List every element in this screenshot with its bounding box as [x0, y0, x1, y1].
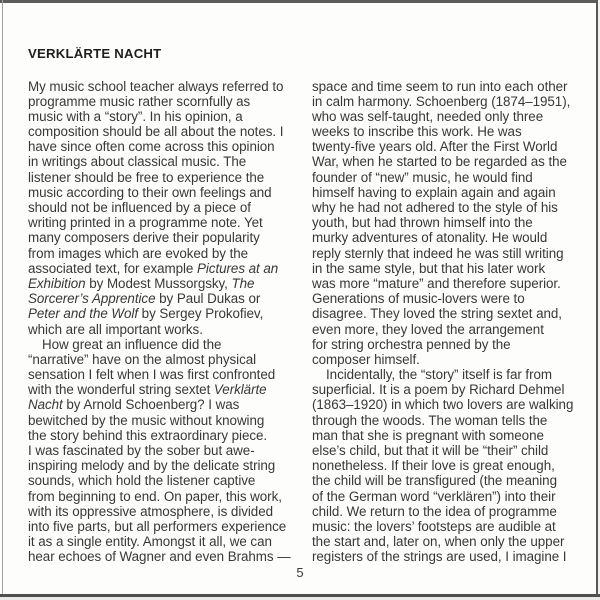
text-line: with the wonderful string sextet Verklärte	[28, 382, 267, 398]
text-line: superficial. It is a poem by Richard Dehmel	[312, 382, 565, 398]
text-line: music according to their own feelings and	[28, 184, 272, 200]
text-column-left	[28, 79, 310, 565]
text-line: else’s child, but that it will be “their” child	[312, 443, 549, 458]
text-line: in calm harmony. Schoenberg (1874–1951),	[312, 93, 571, 109]
text-line: disagree. They loved the string sextet and,	[312, 306, 562, 322]
text-line: How great an influence did the	[42, 336, 222, 352]
text-line: which are all important works.	[28, 321, 203, 337]
text-line: the start and, later on, when only the upper	[312, 534, 565, 550]
text-line: the child will be transfigured (the meaning	[312, 473, 557, 489]
text-line: should not be influenced by a piece of	[28, 200, 251, 215]
text-line: founder of “new” music, he would find	[312, 169, 533, 185]
page-edge-top	[0, 0, 600, 3]
text-line: twenty-five years old. After the First World	[312, 139, 558, 155]
text-line: who was self-taught, needed only three	[312, 108, 544, 124]
text-line: murky adventures of atonality. He would	[312, 230, 548, 246]
text-line: in the same style, but that his later work	[312, 260, 546, 276]
text-line: sensation I felt when I was first confronted	[28, 367, 276, 383]
text-line: many composers derive their popularity	[28, 230, 260, 246]
text-line: space and time seem to run into each other	[312, 78, 568, 94]
text-line: hear echoes of Wagner and even Brahms —	[28, 549, 291, 565]
text-line: registers of the strings are used, I imagine I	[312, 549, 567, 565]
page-edge-bottom	[0, 594, 600, 597]
text-line: Sorcerer’s Apprentice by Paul Dukas or	[28, 291, 261, 307]
text-line: for string orchestra penned by the	[312, 336, 511, 352]
text-line: programme music rather scornfully as	[28, 93, 251, 109]
text-line: weeks to inscribe this work. He was	[312, 124, 522, 140]
text-line: from beginning to end. On paper, this work,	[28, 488, 282, 504]
text-line: reply sternly that indeed he was still writing	[312, 245, 564, 261]
text-line: Peter and the Wolf by Sergey Prokofiev,	[28, 306, 264, 322]
text-line: in writings about classical music. The	[28, 154, 247, 170]
page-edge-left	[2, 0, 4, 600]
text-line: the story behind this extraordinary piece.	[28, 427, 268, 443]
text-line: composer himself.	[312, 351, 420, 367]
text-line: composition should be all about the notes. I	[28, 124, 284, 140]
text-line: have since often come across this opinion	[28, 139, 275, 155]
text-line: nonetheless. If their love is great enough,	[312, 458, 555, 474]
text-line: (1863–1920) in which two lovers are walking	[312, 397, 574, 413]
page-number: 5	[296, 564, 304, 580]
text-line: War, when he started to be regarded as the	[312, 154, 567, 170]
text-line: Incidentally, the “story” itself is far from	[326, 367, 553, 383]
text-line: with its oppressive atmosphere, is divided	[28, 503, 273, 519]
text-line: sounds, which hold the listener captive	[28, 473, 256, 489]
page-title: VERKLÄRTE NACHT	[28, 46, 162, 61]
text-line: music: the lovers’ footsteps are audible at	[312, 518, 556, 534]
text-line: himself having to explain again and again	[312, 184, 556, 200]
text-line: man that she is pregnant with someone	[312, 427, 544, 443]
text-line: youth, but had thrown himself into the	[312, 215, 533, 231]
text-line: was more “mature” and therefore superior.	[312, 275, 561, 291]
text-line: Exhibition by Modest Mussorgsky, The	[28, 275, 255, 291]
text-line: bewitched by the music without knowing	[28, 412, 265, 428]
text-line: into five parts, but all performers experience	[28, 518, 287, 534]
text-line: “narrative” have on the almost physical	[28, 351, 257, 367]
text-line: Generations of music-lovers were to	[312, 291, 525, 307]
text-line: even more, they loved the arrangement	[312, 321, 544, 337]
text-line: through the woods. The woman tells the	[312, 412, 548, 428]
text-line: it as a single entity. Amongst it all, we can	[28, 534, 272, 550]
text-line: music with a “story”. In his opinion, a	[28, 108, 243, 124]
text-line: listener should be free to experience the	[28, 169, 265, 185]
text-line: Nacht by Arnold Schoenberg? I was	[28, 397, 240, 413]
text-line: I was fascinated by the sober but awe-	[28, 443, 255, 458]
text-line: child. We return to the idea of programme	[312, 503, 557, 519]
text-line: writing printed in a programme note. Yet	[28, 215, 263, 231]
text-line: why he had not adhered to the style of his	[312, 200, 558, 215]
text-column-right	[312, 79, 594, 565]
text-line: associated text, for example Pictures at an	[28, 260, 279, 276]
text-line: from images which are evoked by the	[28, 245, 249, 261]
text-line: of the German word “verklären”) into their	[312, 488, 556, 504]
text-line: My music school teacher always referred to	[28, 78, 284, 94]
page-edge-right	[596, 0, 598, 600]
text-line: inspiring melody and by the delicate string	[28, 458, 276, 474]
